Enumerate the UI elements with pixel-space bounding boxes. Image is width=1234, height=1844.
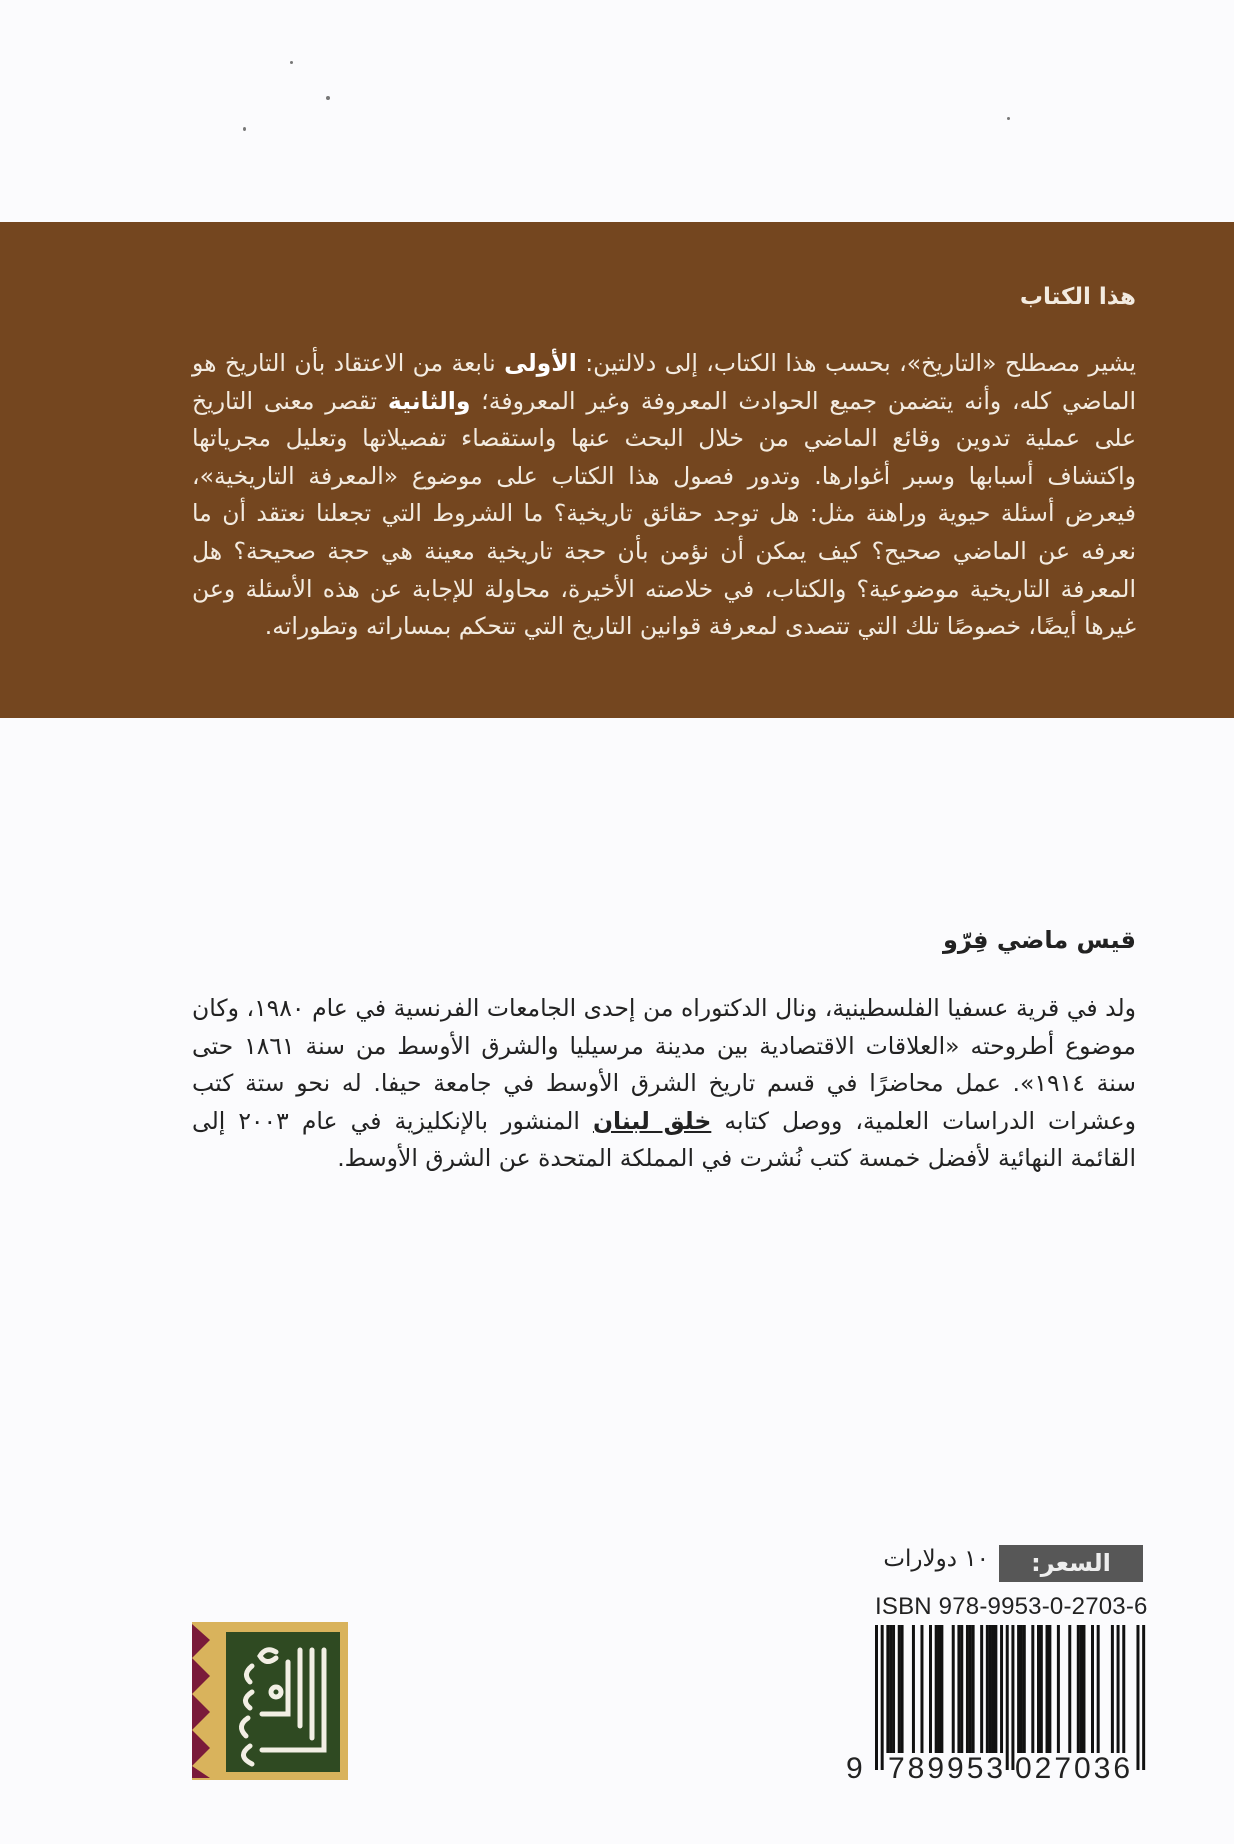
barcode-bar — [901, 1625, 904, 1753]
barcode-bar — [986, 1625, 989, 1753]
barcode-bar — [935, 1625, 938, 1753]
barcode-bar — [898, 1625, 901, 1753]
scan-speck — [290, 61, 293, 64]
barcode-bar — [972, 1625, 975, 1753]
barcode-bar — [957, 1625, 960, 1753]
barcode-bar — [1023, 1625, 1026, 1753]
barcode-bar — [966, 1625, 969, 1753]
publisher-logo — [192, 1622, 348, 1780]
barcode-bar — [1000, 1625, 1003, 1753]
barcode-bar — [992, 1625, 995, 1753]
barcode-bar — [1111, 1625, 1114, 1753]
barcode-guard-bar — [875, 1625, 878, 1770]
isbn-text: ISBN 978-9953-0-2703-6 — [875, 1593, 1148, 1620]
barcode-guard-bar — [1136, 1625, 1139, 1770]
barcode-bar — [1037, 1625, 1040, 1753]
barcode-bar — [1117, 1625, 1120, 1753]
barcode-bar — [938, 1625, 941, 1753]
barcode-bar — [889, 1625, 892, 1753]
scan-speck — [326, 96, 330, 100]
about-book-paragraph — [192, 345, 1136, 646]
barcode-bar — [1046, 1625, 1049, 1753]
barcode-bar — [989, 1625, 992, 1753]
price-value: ١٠ دولارات — [883, 1546, 989, 1572]
barcode-bar — [1097, 1625, 1100, 1753]
barcode-bar — [1020, 1625, 1023, 1753]
barcode-bar — [1091, 1625, 1094, 1753]
scan-speck — [1007, 117, 1010, 120]
barcode-bar — [920, 1625, 923, 1753]
barcode-bar — [1048, 1625, 1051, 1753]
barcode-bar — [940, 1625, 943, 1753]
barcode-bar — [886, 1625, 889, 1753]
barcode-bar — [1017, 1625, 1020, 1753]
barcode-bar — [1031, 1625, 1034, 1753]
barcode-bar — [912, 1625, 915, 1753]
barcode-guard-bar — [1142, 1625, 1145, 1770]
barcode-digits-left: 789953 — [888, 1752, 1007, 1785]
barcode-digits-right: 027036 — [1015, 1752, 1134, 1785]
barcode-bar — [1080, 1625, 1083, 1753]
barcode-bar — [1057, 1625, 1060, 1753]
barcode-bar — [980, 1625, 983, 1753]
emphasis-first: الأولى — [504, 349, 577, 377]
about-book-title: هذا الكتاب — [1019, 284, 1136, 310]
book-title-emphasis: خلق لبنان — [592, 1106, 712, 1135]
scan-speck — [243, 127, 246, 131]
barcode-bar — [1068, 1625, 1071, 1753]
barcode-lead-digit: 9 — [846, 1752, 863, 1785]
paragraph-text: نابعة من الاعتقاد بأن التاريخ هو الماضي كله، وأنه يتضمن جميع الحوادث المعروفة وغير المعروفة؛ — [192, 349, 1136, 415]
price-label-badge: السعر: — [999, 1545, 1143, 1582]
barcode-bar — [1082, 1625, 1085, 1753]
barcode-bar — [960, 1625, 963, 1753]
paragraph-text: تقصر معنى التاريخ على عملية تدوين وقائع الماضي من خلال البحث عنها واستقصاء تفصيلاتها وتعليل مجرياتها واكتشاف أسبابها وسبر أغوارها. وتدور فصول هذا الكتاب على موضوع «المعرفة التاريخية»، فيعرض أسئلة حيوية وراهنة مثل: هل توجد حقائق تاريخية؟ ما الشروط التي تجعلنا نعتقد أن ما نعرفه عن الماضي صحيح؟ كيف يمكن أن نؤمن بأن حجة تاريخية معينة هي حجة صحيحة؟ هل المعرفة التاريخية موضوعية؟ والكتاب، في خلاصته الأخيرة، محاولة للإجابة عن هذه الأسئلة وعن غيرها أيضًا، خصوصًا تلك التي تتصدى لمعرفة قوانين التاريخ التي تتحكم بمساراته وتطوراته. — [192, 386, 1136, 641]
paragraph-text: يشير مصطلح «التاريخ»، بحسب هذا الكتاب، إلى دلالتين: — [576, 349, 1136, 377]
barcode-bar — [969, 1625, 972, 1753]
author-name: قيس ماضي فِرّو — [942, 926, 1136, 954]
author-bio — [192, 990, 1136, 1178]
bio-text: ولد في قرية عسفيا الفلسطينية، ونال الدكتوراه من إحدى الجامعات الفرنسية في عام ١٩٨٠، وكان موضوع أطروحته «العلاقات الاقتصادية بين مدينة مرسيليا والشرق الأوسط من سنة ١٨٦١ حتى سنة ١٩١٤». عمل محاضرًا في قسم تاريخ الشرق الأوسط في جامعة حيفا. له نحو ستة كتب وعشرات الدراسات العلمية، ووصل كتابه — [192, 994, 1136, 1135]
barcode-bar — [994, 1625, 997, 1753]
barcode-bar — [1077, 1625, 1080, 1753]
barcode-guard-bar — [881, 1625, 884, 1770]
barcode-bar — [929, 1625, 932, 1753]
barcode-bar — [952, 1625, 955, 1753]
emphasis-second: والثانية — [387, 386, 471, 415]
bio-text: المنشور بالإنكليزية في عام ٢٠٠٣ إلى القائمة النهائية لأفضل خمسة كتب نُشرت في المملكة المتحدة عن الشرق الأوسط. — [192, 1106, 1136, 1173]
barcode-bar — [892, 1625, 895, 1753]
barcode-bar — [1040, 1625, 1043, 1753]
barcode-guard-bar — [1011, 1625, 1014, 1770]
barcode-bar — [1122, 1625, 1125, 1753]
barcode-guard-bar — [1006, 1625, 1009, 1770]
